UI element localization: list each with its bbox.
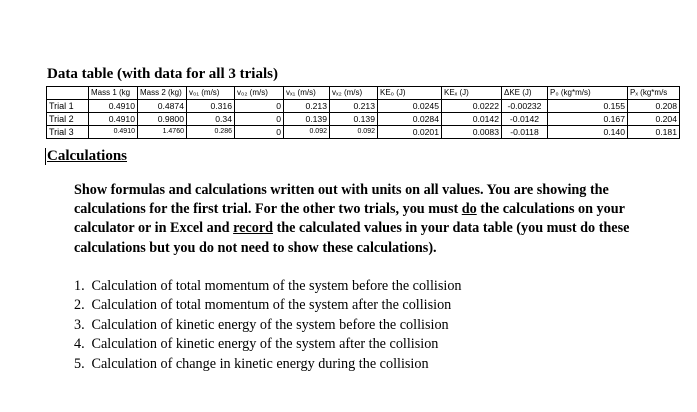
- instructions-emphasis-record: record: [233, 220, 274, 237]
- table-cell: 0.167: [548, 113, 628, 126]
- header-cell: [47, 87, 89, 100]
- row-label: Trial 1: [47, 100, 89, 113]
- table-cell: 0.0201: [378, 126, 442, 139]
- table-cell: 0.155: [548, 100, 628, 113]
- header-cell: ΔKE (J): [502, 87, 548, 100]
- header-cell: Mass 2 (kg): [138, 87, 187, 100]
- table-cell: 0: [235, 126, 284, 139]
- instructions-text: Show formulas and calculations written out with units on all values. You are showing the calculations for the first trial. For the other two trials, you must: [74, 182, 609, 218]
- table-cell: 0: [235, 113, 284, 126]
- table-cell: 0.139: [330, 113, 378, 126]
- instructions-text: the calculations on your calculator or in Excel and: [74, 201, 625, 237]
- table-row: [47, 126, 680, 139]
- header-cell: KE₀ (J): [378, 87, 442, 100]
- table-cell: 0.0222: [442, 100, 502, 113]
- calculations-title: Calculations: [47, 148, 128, 164]
- list-item: [74, 316, 462, 335]
- table-cell: 0.9800: [138, 113, 187, 126]
- row-label: Trial 2: [47, 113, 89, 126]
- table-cell: 0.139: [284, 113, 330, 126]
- header-cell: Mass 1 (kg: [89, 87, 138, 100]
- calculation-steps-list: [74, 277, 462, 374]
- list-item-number: 1.: [74, 278, 85, 294]
- table-cell: 0.0245: [378, 100, 442, 113]
- header-cell: v₀₂ (m/s): [235, 87, 284, 100]
- list-item-text: Calculation of total momentum of the system after the collision: [91, 297, 452, 314]
- table-cell: 0.34: [187, 113, 235, 126]
- table-cell: 1.4760: [138, 126, 187, 139]
- table-cell: 0: [235, 100, 284, 113]
- table-header-row: [47, 87, 680, 100]
- list-item: [74, 355, 462, 374]
- table-cell: 0.140: [548, 126, 628, 139]
- list-item: [74, 296, 462, 315]
- table-cell: 0.208: [628, 100, 680, 113]
- data-table-title: Data table (with data for all 3 trials): [47, 66, 278, 82]
- list-item-text: Calculation of change in kinetic energy during the collision: [91, 355, 429, 372]
- header-cell: v₀₁ (m/s): [187, 87, 235, 100]
- list-item-text: Calculation of kinetic energy of the system before the collision: [91, 316, 449, 333]
- table-cell: 0.0142: [442, 113, 502, 126]
- table-cell: 0.204: [628, 113, 680, 126]
- instructions-emphasis-do: do: [461, 201, 477, 218]
- table-cell: -0.0142: [502, 113, 548, 126]
- table-row: [47, 113, 680, 126]
- list-item: [74, 335, 462, 354]
- table-cell: -0.0118: [502, 126, 548, 139]
- table-cell: 0.213: [284, 100, 330, 113]
- table-cell: 0.092: [330, 126, 378, 139]
- table-cell: 0.092: [284, 126, 330, 139]
- data-table: [46, 86, 680, 139]
- table-row: [47, 100, 680, 113]
- text-cursor-bar: [45, 148, 46, 165]
- header-cell: P₀ (kg*m/s): [548, 87, 628, 100]
- table-cell: 0.181: [628, 126, 680, 139]
- table-cell: 0.286: [187, 126, 235, 139]
- table-cell: 0.4874: [138, 100, 187, 113]
- table-cell: 0.213: [330, 100, 378, 113]
- instructions-text: the calculated values in your data table (you must do these calculations but you do not need to show these calculations).: [74, 220, 630, 256]
- table-cell: -0.00232: [502, 100, 548, 113]
- table-cell: 0.0083: [442, 126, 502, 139]
- table-cell: 0.4910: [89, 100, 138, 113]
- table-cell: 0.4910: [89, 113, 138, 126]
- header-cell: Pₓ (kg*m/s: [628, 87, 680, 100]
- table-cell: 0.4910: [89, 126, 138, 139]
- table-cell: 0.0284: [378, 113, 442, 126]
- list-item: [74, 277, 462, 296]
- header-cell: vₓ₁ (m/s): [284, 87, 330, 100]
- instructions-paragraph: [74, 181, 674, 258]
- list-item-number: 3.: [74, 316, 85, 333]
- list-item-number: 5.: [74, 355, 85, 372]
- list-item-number: 2.: [74, 297, 85, 314]
- header-cell: vₓ₂ (m/s): [330, 87, 378, 100]
- list-item-text: Calculation of total momentum of the system before the collision: [91, 278, 462, 294]
- list-item-text: Calculation of kinetic energy of the system after the collision: [91, 336, 439, 353]
- header-cell: KEₓ (J): [442, 87, 502, 100]
- list-item-number: 4.: [74, 336, 85, 353]
- row-label: Trial 3: [47, 126, 89, 139]
- table-cell: 0.316: [187, 100, 235, 113]
